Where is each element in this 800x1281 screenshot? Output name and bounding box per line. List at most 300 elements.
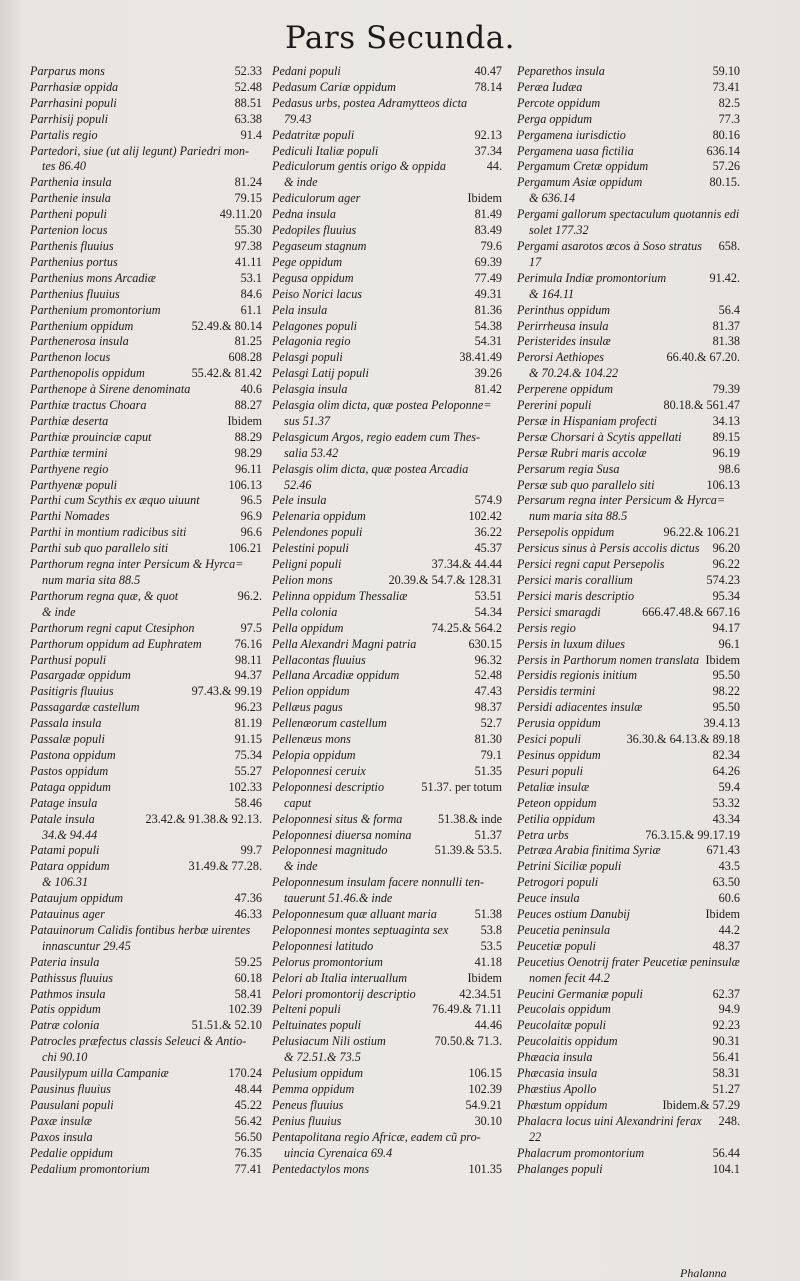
index-entry-line — [272, 1098, 502, 1114]
index-entry — [30, 64, 262, 80]
index-entry-term: Peligni populi — [272, 557, 342, 572]
index-entry — [517, 175, 740, 207]
index-entry-term: Pedna insula — [272, 207, 336, 222]
index-entry — [272, 287, 502, 303]
index-entry — [517, 271, 740, 303]
index-entry-term: Parthi sub quo parallelo siti — [30, 541, 169, 556]
index-entry — [30, 319, 262, 335]
index-entry-term: Pege oppidum — [272, 254, 343, 269]
index-entry-continuation: 79.43 — [284, 111, 312, 126]
index-entry-term: Pediculi Italiæ populi — [272, 143, 379, 158]
index-entry — [272, 668, 502, 684]
index-entry-term: Percote oppidum — [517, 95, 601, 110]
index-entry-continuation: & inde — [42, 604, 76, 619]
index-entry-line — [272, 382, 502, 398]
index-entry-term: Pergamum Asiæ oppidum — [517, 175, 643, 190]
index-entry-term: Peloponnesum insulam facere nonnulli ten- — [272, 875, 485, 890]
index-entry-reference: 92.13 — [474, 127, 502, 142]
index-entry-continuation: chi 90.10 — [42, 1050, 88, 1065]
index-entry — [517, 207, 740, 239]
index-entry-term: Pastos oppidum — [30, 763, 109, 778]
index-entry — [272, 843, 502, 875]
index-entry-reference: 80.15. — [709, 175, 740, 190]
index-entry-line — [272, 589, 502, 605]
index-entry-term: Parthorum regna inter Persicum & Hyrca= — [30, 557, 244, 572]
index-entry-term: Persidis regionis initium — [517, 668, 638, 683]
index-entry-line — [272, 1066, 502, 1082]
index-entry — [272, 987, 502, 1003]
index-entry-line — [517, 684, 740, 700]
index-entry-reference: 44.46 — [474, 1018, 502, 1033]
index-entry-term: Peræa Iudæa — [517, 79, 583, 94]
index-entry-continuation: sus 51.37 — [284, 413, 331, 428]
index-entry — [517, 112, 740, 128]
index-entry-line — [272, 541, 502, 557]
index-entry — [30, 812, 262, 844]
index-entry — [272, 207, 502, 223]
index-entry — [517, 1114, 740, 1146]
index-entry-reference: 36.30.& 64.13.& 89.18 — [626, 732, 740, 747]
index-entry-term: Pele insula — [272, 493, 327, 508]
index-entry-term: Pausilypum uilla Campaniæ — [30, 1066, 169, 1081]
index-entry — [30, 971, 262, 987]
index-entry-reference: 38.41.49 — [459, 350, 502, 365]
index-entry-reference: 60.18 — [234, 970, 262, 985]
index-entry-term: Perorsi Aethiopes — [517, 350, 604, 365]
index-entry-term: Pelagones populi — [272, 318, 357, 333]
index-entry-reference: 45.37 — [474, 541, 502, 556]
index-entry — [30, 525, 262, 541]
index-entry-line — [30, 80, 262, 96]
index-entry-term: Persici maris descriptio — [517, 588, 635, 603]
index-entry-reference: 96.9 — [240, 509, 262, 524]
index-entry-line — [30, 621, 262, 637]
index-entry — [272, 1066, 502, 1082]
index-entry-reference: 81.30 — [474, 732, 502, 747]
index-entry-reference: 49.11.20 — [219, 207, 262, 222]
index-entry-term: Parthenius fluuius — [30, 286, 120, 301]
index-entry-reference: 41.11 — [235, 254, 262, 269]
index-entry-line — [517, 605, 740, 621]
index-entry — [30, 80, 262, 96]
index-entry-line — [517, 764, 740, 780]
index-entry — [272, 764, 502, 780]
index-entry-continuation: 34.& 94.44 — [42, 827, 98, 842]
index-entry-line — [517, 732, 740, 748]
index-entry-reference: 51.38.& inde — [438, 811, 502, 826]
index-entry-term: Petilia oppidum — [517, 811, 596, 826]
index-entry-reference: 106.13 — [228, 477, 262, 492]
index-entry-term: Pelinna oppidum Thessaliæ — [272, 588, 408, 603]
index-entry-term: Persarum regia Susa — [517, 461, 620, 476]
index-entry-term: Pathissus fluuius — [30, 970, 113, 985]
index-entry-line — [272, 732, 502, 748]
index-entry-reference: 106.15 — [468, 1066, 502, 1081]
index-entry — [30, 684, 262, 700]
index-entry — [30, 907, 262, 923]
index-entry-line — [517, 493, 740, 509]
index-entry-reference: 78.14 — [474, 79, 502, 94]
index-entry — [517, 987, 740, 1003]
index-entry-line — [517, 1002, 740, 1018]
index-entry-term: Patis oppidum — [30, 1002, 101, 1017]
index-entry-line — [30, 748, 262, 764]
index-entry-line — [272, 668, 502, 684]
index-entry-reference: 43.34 — [712, 811, 740, 826]
index-entry-term: Phalacra locus uini Alexandrini ferax — [517, 1113, 702, 1128]
index-entry-continuation: salia 53.42 — [284, 445, 339, 460]
index-entry-reference: 39.4.13 — [703, 716, 740, 731]
index-entry-reference: 89.15 — [712, 429, 740, 444]
index-entry-line — [272, 350, 502, 366]
index-entry — [30, 1034, 262, 1066]
index-entry-term: Parthenius portus — [30, 254, 118, 269]
index-entry-line — [30, 955, 262, 971]
index-entry-reference: 70.50.& 71.3. — [434, 1034, 502, 1049]
index-entry-line — [272, 191, 502, 207]
index-entry-line — [30, 1034, 262, 1050]
index-entry-term: Pediculorum gentis origo & oppida — [272, 159, 446, 174]
index-entry-term: Persæ Chorsari à Scytis appellati — [517, 429, 682, 444]
index-entry-reference: 47.43 — [474, 684, 502, 699]
index-entry — [517, 573, 740, 589]
index-entry — [272, 430, 502, 462]
index-entry-term: Petræa Arabia finitima Syriæ — [517, 843, 661, 858]
index-entry-term: Pererini populi — [517, 398, 592, 413]
index-entry-term: Pergami gallorum spectaculum quotannis edi — [517, 207, 740, 222]
index-entry-line — [30, 843, 262, 859]
index-entry-reference: 97.5 — [240, 620, 262, 635]
index-entry-line — [272, 80, 502, 96]
index-entry-line — [30, 303, 262, 319]
index-entry-reference: 671.43 — [706, 843, 740, 858]
index-entry-reference: 90.31 — [712, 1034, 740, 1049]
index-entry-continuation: & 72.51.& 73.5 — [284, 1050, 361, 1065]
index-entry-line — [517, 319, 740, 335]
index-entry-reference: 608.28 — [228, 350, 262, 365]
index-entry — [30, 891, 262, 907]
index-entry-term: Patage insula — [30, 795, 98, 810]
index-entry-reference: 55.42.& 81.42 — [191, 366, 262, 381]
index-entry-line — [272, 319, 502, 335]
index-entry-reference: 96.32 — [474, 652, 502, 667]
index-entry-reference: 81.24 — [234, 175, 262, 190]
index-entry — [30, 732, 262, 748]
index-entry — [517, 653, 740, 669]
index-entry — [30, 1130, 262, 1146]
index-entry — [272, 382, 502, 398]
index-entry-term: Patauinus ager — [30, 907, 105, 922]
index-entry-reference: 34.13 — [712, 413, 740, 428]
index-entry-reference: 54.31 — [474, 334, 502, 349]
index-entry-reference: 81.37 — [712, 318, 740, 333]
index-entry-reference: 98.6 — [718, 461, 740, 476]
index-entry-reference: 53.32 — [712, 795, 740, 810]
index-entry-reference: 76.35 — [234, 1145, 262, 1160]
index-entry-reference: 102.33 — [228, 779, 262, 794]
index-entry-term: Parthenia insula — [30, 175, 112, 190]
index-entry — [30, 780, 262, 796]
index-entry-reference: 44. — [486, 159, 502, 174]
index-entry-term: Persis in Parthorum nomen translata — [517, 652, 700, 667]
index-entry-reference: 59.4 — [718, 779, 740, 794]
index-entry-reference: 98.22 — [712, 684, 740, 699]
index-entry — [272, 159, 502, 191]
index-entry-reference: 51.51.& 52.10 — [191, 1018, 262, 1033]
index-entry-term: Pergamena iurisdictio — [517, 127, 626, 142]
index-entry — [517, 859, 740, 875]
index-entry — [272, 780, 502, 812]
index-entry-line — [30, 684, 262, 700]
index-entry-term: Phalacrum promontorium — [517, 1145, 645, 1160]
index-entry-term: Pateria insula — [30, 954, 100, 969]
index-entry — [272, 589, 502, 605]
index-entry-term: Pedalie oppidum — [30, 1145, 113, 1160]
index-entry-term: Patræ colonia — [30, 1018, 100, 1033]
index-entry-reference: Ibidem — [705, 652, 740, 667]
index-entry — [517, 525, 740, 541]
index-entry-reference: 82.34 — [712, 747, 740, 762]
index-entry-term: Peloponnesi descriptio — [272, 779, 385, 794]
index-entry-term: Parthi in montium radicibus siti — [30, 525, 187, 540]
index-entry — [272, 80, 502, 96]
index-entry-reference: 39.26 — [474, 366, 502, 381]
index-entry-line — [517, 939, 740, 955]
index-entry — [272, 303, 502, 319]
index-entry-line — [30, 144, 262, 160]
index-entry-reference: 88.27 — [234, 398, 262, 413]
index-entry — [30, 1098, 262, 1114]
index-entry-reference: 98.29 — [234, 445, 262, 460]
index-entry-reference: 56.4 — [718, 302, 740, 317]
index-entry-line — [30, 96, 262, 112]
index-entry — [30, 366, 262, 382]
index-entry-reference: 104.1 — [712, 1161, 740, 1176]
index-entry-continuation: nomen fecit 44.2 — [529, 970, 610, 985]
index-entry-reference: 96.1 — [718, 636, 740, 651]
index-entry-line — [517, 907, 740, 923]
index-entry-term: Persici smaragdi — [517, 604, 601, 619]
index-entry — [272, 525, 502, 541]
index-entry — [30, 1018, 262, 1034]
index-entry-term: Parthenius mons Arcadiæ — [30, 270, 156, 285]
index-entry-reference: 40.47 — [474, 64, 502, 78]
index-entry-line — [517, 987, 740, 1003]
index-entry-term: Phæstum oppidum — [517, 1097, 608, 1112]
index-entry-reference: 83.49 — [474, 223, 502, 238]
index-entry-line — [517, 1098, 740, 1114]
index-entry-reference: 59.10 — [712, 64, 740, 78]
index-entry — [517, 478, 740, 494]
index-entry-term: Pella colonia — [272, 604, 338, 619]
index-entry-term: Parthiæ tractus Choara — [30, 398, 147, 413]
index-entry-reference: 66.40.& 67.20. — [666, 350, 740, 365]
index-entry — [517, 1034, 740, 1050]
index-entry-reference: 51.35 — [474, 763, 502, 778]
index-entry-line — [30, 1114, 262, 1130]
index-entry-line — [517, 1082, 740, 1098]
index-entry-continuation: uincia Cyrenaica 69.4 — [284, 1145, 393, 1160]
index-entry-reference: 102.39 — [228, 1002, 262, 1017]
index-entry — [272, 144, 502, 160]
index-entry — [272, 955, 502, 971]
index-entry-term: Pelorus promontorium — [272, 954, 383, 969]
index-entry-reference: 51.37 — [474, 827, 502, 842]
index-entry-reference: 46.33 — [234, 907, 262, 922]
index-entry — [517, 541, 740, 557]
index-entry-term: Peloponnesi montes septuaginta sex — [272, 922, 449, 937]
index-entry-term: Pelion oppidum — [272, 684, 350, 699]
index-entry-line — [517, 446, 740, 462]
index-entry-line — [30, 1018, 262, 1034]
index-entry-reference: 62.37 — [712, 986, 740, 1001]
index-entry-reference: 42.34.51 — [459, 986, 502, 1001]
index-entry-reference: 74.25.& 564.2 — [431, 620, 502, 635]
index-entry — [30, 96, 262, 112]
index-entry-term: Peucetiæ populi — [517, 938, 596, 953]
index-entry-term: Pellacontas fluuius — [272, 652, 366, 667]
index-entry-line — [272, 96, 502, 112]
index-entry — [517, 668, 740, 684]
index-entry — [30, 509, 262, 525]
index-entry-line — [517, 398, 740, 414]
index-entry — [272, 1018, 502, 1034]
index-entry-term: Parthi Nomades — [30, 509, 110, 524]
index-entry-line — [272, 207, 502, 223]
index-entry-line — [272, 223, 502, 239]
index-entry — [272, 398, 502, 430]
index-entry-line — [30, 446, 262, 462]
index-entry — [517, 955, 740, 987]
index-entry-term: Pellana Arcadiæ oppidum — [272, 668, 400, 683]
index-entry-term: Perirrheusa insula — [517, 318, 609, 333]
index-entry-line — [517, 923, 740, 939]
index-entry-term: Pedani populi — [272, 64, 341, 78]
index-entry-term: Pelenaria oppidum — [272, 509, 366, 524]
index-entry-line — [272, 1162, 502, 1178]
index-entry-reference: 91.42. — [709, 270, 740, 285]
index-entry-reference: 248. — [718, 1113, 740, 1128]
index-entry-reference: 79.6 — [480, 238, 502, 253]
index-entry-line — [272, 462, 502, 478]
index-entry — [517, 334, 740, 350]
index-entry-continuation: & inde — [284, 859, 318, 874]
index-entry — [517, 843, 740, 859]
index-entry-term: Persidi adiacentes insulæ — [517, 700, 643, 715]
index-entry-reference: 96.23 — [234, 700, 262, 715]
index-entry — [517, 796, 740, 812]
index-entry-reference: 98.37 — [474, 700, 502, 715]
index-entry-term: Parthenope à Sirene denominata — [30, 382, 191, 397]
index-entry-term: Pelasgis olim dicta, quæ postea Arcadia — [272, 461, 469, 476]
index-entry — [517, 589, 740, 605]
index-entry — [517, 1018, 740, 1034]
index-entry-term: Pentedactylos mons — [272, 1161, 370, 1176]
index-entry — [272, 748, 502, 764]
index-entry-reference: 51.38 — [474, 907, 502, 922]
index-entry-term: Pesinus oppidum — [517, 747, 601, 762]
index-entry — [272, 939, 502, 955]
index-entry — [272, 573, 502, 589]
index-entry-reference: 60.6 — [718, 891, 740, 906]
index-entry-line — [272, 430, 502, 446]
index-entry-line — [30, 493, 262, 509]
index-entry-reference: 55.30 — [234, 223, 262, 238]
index-entry-reference: 76.16 — [234, 636, 262, 651]
index-entry — [517, 462, 740, 478]
index-entry-term: Persarum regna inter Persicum & Hyrca= — [517, 493, 726, 508]
index-entry-reference: 79.1 — [480, 747, 502, 762]
index-entry-line — [517, 875, 740, 891]
index-entry-term: Parthorum oppidum ad Euphratem — [30, 636, 202, 651]
index-entry-continuation: & 164.11 — [529, 286, 575, 301]
index-entry-term: Peloponnesi ceruix — [272, 763, 366, 778]
index-entry — [30, 350, 262, 366]
index-entry-term: Pelestini populi — [272, 541, 349, 556]
index-entry-line — [272, 1130, 502, 1146]
index-entry-term: Parthiæ prouinciæ caput — [30, 429, 152, 444]
index-entry-line — [30, 1130, 262, 1146]
index-entry-line — [517, 303, 740, 319]
index-entry-term: Parrhasiæ oppida — [30, 79, 119, 94]
index-entry-term: Pedasum Cariæ oppidum — [272, 79, 396, 94]
index-entry-reference: 41.18 — [474, 954, 502, 969]
index-entry — [30, 859, 262, 891]
index-entry — [272, 223, 502, 239]
index-entry-term: Perperene oppidum — [517, 382, 614, 397]
index-entry-term: Pelori promontorij descriptio — [272, 986, 416, 1001]
index-entry-term: Parthenerosa insula — [30, 334, 129, 349]
index-entry-reference: 91.4 — [240, 127, 262, 142]
index-entry-line — [272, 1018, 502, 1034]
index-entry-term: Peneus fluuius — [272, 1097, 344, 1112]
index-entry-term: Peiso Norici lacus — [272, 286, 363, 301]
index-entry — [30, 207, 262, 223]
index-entry-term: Pelteni populi — [272, 1002, 341, 1017]
index-entry-reference: 77.41 — [234, 1161, 262, 1176]
index-entry-line — [272, 764, 502, 780]
index-entry-term: Pelori ab Italia interuallum — [272, 970, 408, 985]
index-entry — [30, 175, 262, 191]
index-entry-line — [30, 732, 262, 748]
index-entry — [272, 812, 502, 828]
index-entry-term: Peucolaitis oppidum — [517, 1034, 618, 1049]
index-entry-reference: 76.49.& 71.11 — [432, 1002, 502, 1017]
index-entry — [517, 1002, 740, 1018]
index-entry-reference: 61.1 — [240, 302, 262, 317]
index-entry-reference: 45.22 — [234, 1097, 262, 1112]
index-entry-line — [517, 159, 740, 175]
index-entry-continuation: num maria sita 88.5 — [42, 573, 141, 587]
index-entry-term: Persidis termini — [517, 684, 596, 699]
index-entry-term: Pausulani populi — [30, 1097, 114, 1112]
index-entry-line — [272, 653, 502, 669]
index-entry-line — [30, 859, 262, 875]
index-entry-reference: 96.2. — [237, 588, 262, 603]
index-entry-term: Peucini Germaniæ populi — [517, 986, 643, 1001]
index-entry — [517, 780, 740, 796]
index-entry — [517, 144, 740, 160]
index-entry-line — [30, 987, 262, 1003]
index-entry-line — [30, 207, 262, 223]
index-entry-reference: 80.16 — [712, 127, 740, 142]
index-entry-term: Parthenis fluuius — [30, 238, 114, 253]
index-entry-term: Parthyene regio — [30, 461, 109, 476]
index-entry — [30, 478, 262, 494]
index-entry-reference: 96.20 — [712, 541, 740, 556]
index-entry-term: Persici regni caput Persepolis — [517, 557, 665, 572]
index-entry — [30, 191, 262, 207]
